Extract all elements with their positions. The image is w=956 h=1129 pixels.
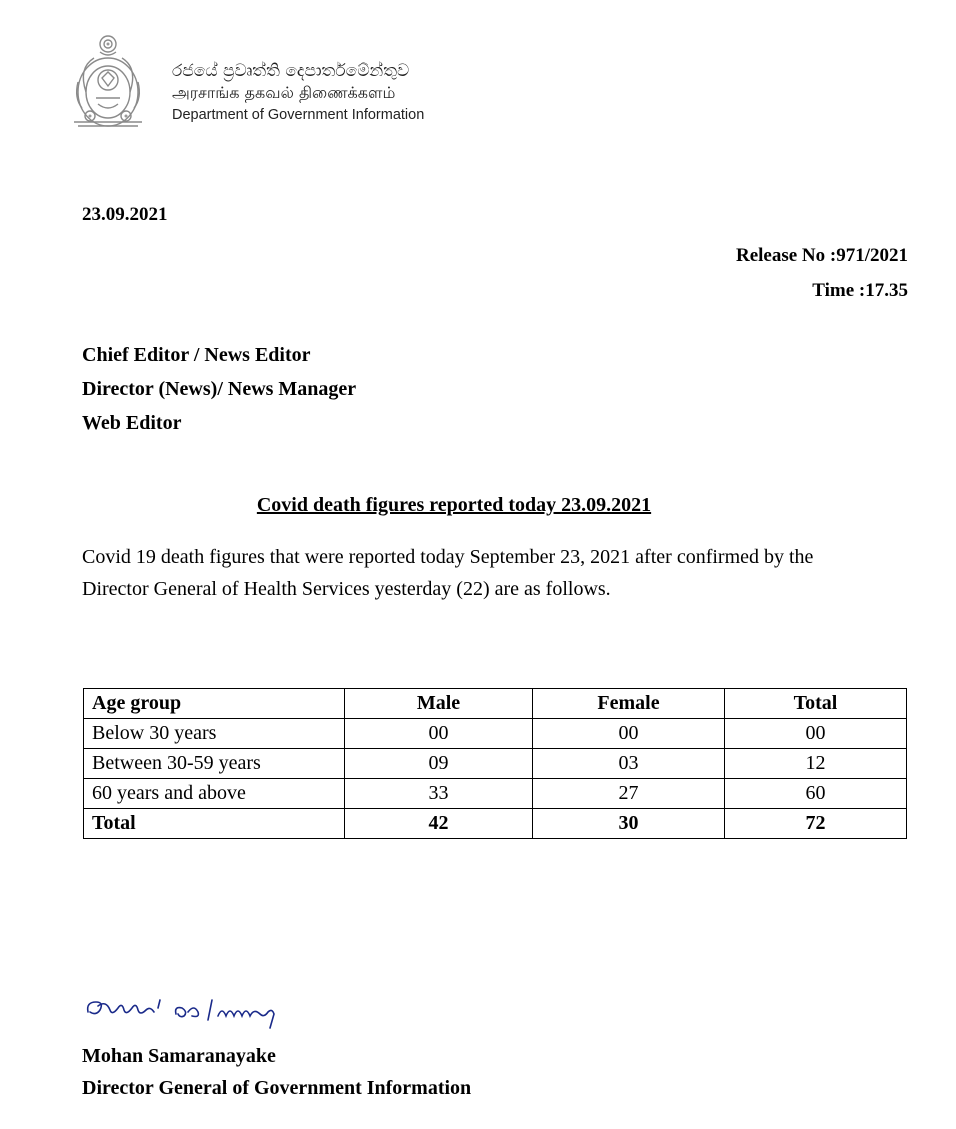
column-header-female: Female xyxy=(533,689,725,719)
release-info xyxy=(736,238,908,308)
female-total-cell: 30 xyxy=(533,809,725,839)
document-title: Covid death figures reported today 23.09.2021 xyxy=(256,494,652,516)
release-time: Time :17.35 xyxy=(812,280,908,301)
male-cell: 00 xyxy=(345,719,533,749)
table-row xyxy=(84,749,907,779)
male-total-cell: 42 xyxy=(345,809,533,839)
age-group-cell: Below 30 years xyxy=(84,719,345,749)
signer-name: Mohan Samaranayake xyxy=(82,1045,276,1067)
table-row xyxy=(84,779,907,809)
total-label-cell: Total xyxy=(84,809,345,839)
addressee-line: Director (News)/ News Manager xyxy=(82,378,357,400)
female-cell: 27 xyxy=(533,779,725,809)
addressee-line: Chief Editor / News Editor xyxy=(82,344,311,366)
total-cell: 60 xyxy=(725,779,907,809)
table-header-row xyxy=(84,689,907,719)
addressee-line: Web Editor xyxy=(82,412,182,434)
department-name xyxy=(172,60,424,126)
release-number: Release No :971/2021 xyxy=(735,245,908,266)
age-group-cell: 60 years and above xyxy=(84,779,345,809)
table-row xyxy=(84,719,907,749)
age-group-cell: Between 30-59 years xyxy=(84,749,345,779)
department-name-sinhala: රජයේ ප්‍රවෘත්ති දෙපාර්තමේන්තුව xyxy=(172,61,410,81)
female-cell: 03 xyxy=(533,749,725,779)
addressee-list xyxy=(82,338,356,440)
signer-title: Director General of Government Information xyxy=(82,1077,472,1099)
signer-block xyxy=(82,1040,471,1104)
column-header-age-group: Age group xyxy=(84,689,345,719)
government-emblem-icon xyxy=(68,28,160,132)
release-date: 23.09.2021 xyxy=(82,204,168,225)
department-name-tamil: அரசாங்க தகவல் திணைக்களம் xyxy=(172,83,396,102)
total-cell: 12 xyxy=(725,749,907,779)
death-figures-table xyxy=(83,688,907,839)
total-cell: 00 xyxy=(725,719,907,749)
table-total-row xyxy=(84,809,907,839)
column-header-male: Male xyxy=(345,689,533,719)
department-name-english: Department of Government Information xyxy=(172,107,425,123)
column-header-total: Total xyxy=(725,689,907,719)
handwritten-signature xyxy=(84,990,344,1038)
letterhead xyxy=(68,28,528,138)
male-cell: 09 xyxy=(345,749,533,779)
grand-total-cell: 72 xyxy=(725,809,907,839)
female-cell: 00 xyxy=(533,719,725,749)
male-cell: 33 xyxy=(345,779,533,809)
body-paragraph: Covid 19 death figures that were reported today September 23, 2021 after confirmed by the Director General of Health Services yesterday (22) are as follows. xyxy=(82,546,814,600)
